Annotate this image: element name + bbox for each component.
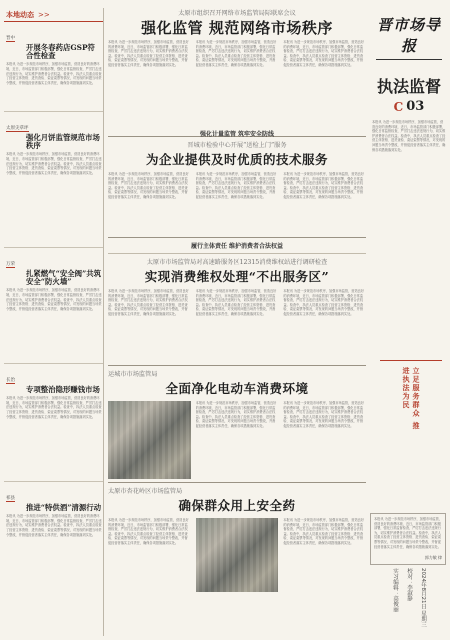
masthead-logo: 晋市场导报 [376, 16, 441, 55]
story-kicker: 太原市市场监管局对高速路服务区12315消费维权站进行调研检查 [146, 259, 328, 266]
story-headline: 全面净化电动车消费环境 [165, 381, 309, 396]
story-body: 本报讯 为进一步规范市场秩序，加强市场监管，营造良好的消费环境，近日，市场监管部门积极部署，强化日常监督检查，严厉打击违法违规行为，切实维护消费者合法权益。检查中，执法人员重点检查了经营主体资格、进货查验、索证索票等情况，对发现的问题当场责令整改，并督促经营者落实主体责任，确保各项措施落到实处。 [283, 172, 365, 199]
left-column [4, 8, 104, 636]
page-num: 03 [406, 99, 425, 114]
date-line: 2024年8月21日 星期三 [420, 568, 426, 628]
story-kicker: 太原市组织召开网络市场监管局际联席会议 [178, 10, 296, 17]
story-headline: 实现消费维权处理“不出服务区” [144, 269, 330, 284]
story-body: 本报讯 为进一步规范市场秩序，加强市场监管，营造良好的消费环境，近日，市场监管部门积极部署，强化日常监督检查，严厉打击违法违规行为，切实维护消费者合法权益。检查中，执法人员重点检查了经营主体资格、进货查验、索证索票等情况，对发现的问题当场责令整改，并督促经营者落实主体责任，确保各项措施落到实处。 [283, 40, 365, 67]
story-4 [108, 366, 366, 482]
story-body-columns [108, 401, 366, 479]
editor-info [376, 568, 442, 627]
story-body: 本报讯 为进一步规范市场秩序，加强市场监管，营造良好的消费环境，近日，市场监管部门积极部署，强化日常监督检查，严厉打击违法违规行为，切实维护消费者合法权益。检查中，执法人员重点检查了经营主体资格、进货查验、索证索票等情况，对发现的问题当场责令整改，并督促经营者落实主体责任，确保各项措施落到实处。 [6, 396, 102, 419]
story-body: 本报讯 为进一步规范市场秩序，加强市场监管，营造良好的消费环境，近日，市场监管部门积极部署，强化日常监督检查，严厉打击违法违规行为，切实维护消费者合法权益。检查中，执法人员重点检查了经营主体资格、进货查验、索证索票等情况，对发现的问题当场责令整改，并督促经营者落实主体责任，确保各项措施落到实处。 [108, 40, 189, 67]
story-body-mid [196, 40, 279, 126]
proofreader-line: 校对：李淑静 [406, 568, 412, 601]
left-story [4, 364, 103, 482]
story-2 [108, 137, 366, 237]
story-headline: 强化监管 规范网络市场秩序 [141, 19, 333, 37]
left-story [4, 22, 103, 112]
story-tag: 祁县 [6, 496, 15, 501]
story-headline: 专项整治隐形赚钱市场 [26, 385, 100, 394]
story-body: 本报讯 为进一步规范市场秩序，加强市场监管，营造良好的消费环境，近日，市场监管部门积极部署，强化日常监督检查，严厉打击违法违规行为，切实维护消费者合法权益。检查中，执法人员重点检查了经营主体资格、进货查验、索证索票等情况，对发现的问题当场责令整改，并督促经营者落实主体责任，确保各项措施落到实处。 [195, 401, 277, 428]
story-body: 本报讯 为进一步规范市场秩序，加强市场监管，营造良好的消费环境，近日，市场监管部门积极部署，强化日常监督检查，严厉打击违法违规行为，切实维护消费者合法权益。检查中，执法人员重点检查了经营主体资格、进货查验、索证索票等情况，对发现的问题当场责令整改，并督促经营者落实主体责任，确保各项措施落到实处。 [195, 289, 277, 316]
story-body: 本报讯 为进一步规范市场秩序，加强市场监管，营造良好的消费环境，近日，市场监管部门积极部署，强化日常监督检查，严厉打击违法违规行为，切实维护消费者合法权益。检查中，执法人员重点检查了经营主体资格、进货查验、索证索票等情况，对发现的问题当场责令整改，并督促经营者落实主体责任，确保各项措施落到实处。 [283, 289, 365, 316]
story-1 [108, 8, 366, 136]
story-body-columns [108, 172, 366, 234]
local-news-title: 本地动态 [6, 10, 34, 19]
story-headline: 扎紧燃气“安全阀”共筑安全“防火墙” [26, 269, 102, 287]
left-story [4, 482, 103, 612]
story-tag: 长治 [6, 378, 15, 383]
story-headline: 推进“特供酒”清源行动 [26, 503, 102, 512]
center-column [108, 8, 366, 636]
slogan-box [380, 360, 442, 437]
left-story [4, 248, 103, 364]
right-column [370, 8, 448, 636]
story-body-columns [108, 40, 366, 126]
story-body: 本报讯 为进一步规范市场秩序，加强市场监管，营造良好的消费环境，近日，市场监管部门积极部署，强化日常监督检查，严厉打击违法违规行为，切实维护消费者合法权益。检查中，执法人员重点检查了经营主体资格、进货查验、索证索票等情况，对发现的问题当场责令整改，并督促经营者落实主体责任，确保各项措施落到实处。 [108, 518, 189, 545]
story-body: 本报讯 为进一步规范市场秩序，加强市场监管，营造良好的消费环境，近日，市场监管部门积极部署，强化日常监督检查，严厉打击违法违规行为，切实维护消费者合法权益。检查中，执法人员重点检查了经营主体资格、进货查验、索证索票等情况，对发现的问题当场责令整改，并督促经营者落实主体责任，确保各项措施落到实处。 [108, 172, 189, 199]
story-tag: 太原尖草坪 [6, 126, 29, 131]
news-photo [108, 401, 191, 479]
story-body: 本报讯 为进一步规范市场秩序，加强市场监管，营造良好的消费环境，近日，市场监管部门积极部署，强化日常监督检查，严厉打击违法违规行为，切实维护消费者合法权益。检查中，执法人员重点检查了经营主体资格、进货查验、索证索票等情况，对发现的问题当场责令整改，并督促经营者落实主体责任，确保各项措施落到实处。 [6, 152, 102, 175]
story-kicker: 运城市市场监管局 [108, 371, 158, 378]
story-body: 本报讯 为进一步规范市场秩序，加强市场监管，营造良好的消费环境，近日，市场监管部门积极部署，强化日常监督检查，严厉打击违法违规行为，切实维护消费者合法权益。检查中，执法人员重点检查了经营主体资格、进货查验、索证索票等情况，对发现的问题当场责令整改，并督促经营者落实主体责任，确保各项措施落到实处。 [283, 518, 365, 545]
masthead [370, 14, 448, 70]
story-tag: 晋中 [6, 36, 15, 41]
story-kicker: 太原市杏花岭区市场监管局 [108, 488, 183, 495]
story-headline: 开展冬春药店GSP符合性检查 [26, 43, 95, 61]
story-headline: 为企业提供及时优质的技术服务 [145, 152, 328, 167]
story-body: 本报讯 为进一步规范市场秩序，加强市场监管，营造良好的消费环境，近日，市场监管部门积极部署，强化日常监督检查，严厉打击违法违规行为，切实维护消费者合法权益。检查中，执法人员重点检查了经营主体资格、进货查验、索证索票等情况，对发现的问题当场责令整改，并督促经营者落实主体责任，确保各项措施落到实处。 [6, 514, 102, 537]
page-number [370, 99, 448, 114]
section-divider-title: 强化计量监管 筑牢安全防线 [199, 131, 275, 138]
chevron-right-icon: >> [38, 10, 50, 19]
story-headline: 强化月饼监管规范市场秩序 [26, 133, 100, 151]
section-title: 执法监督 [376, 77, 441, 96]
story-headline: 确保群众用上安全药 [178, 498, 296, 513]
news-photo [196, 518, 279, 592]
notice-box [370, 513, 446, 565]
story-body: 本报讯 为进一步规范市场秩序，加强市场监管，营造良好的消费环境，近日，市场监管部门积极部署，强化日常监督检查，严厉打击违法违规行为，切实维护消费者合法权益。检查中，执法人员重点检查了经营主体资格、进货查验、索证索票等情况，对发现的问题当场责令整改，并督促经营者落实主体责任，确保各项措施落到实处。 [195, 172, 277, 199]
notice-signature: 郭力敏 律 [424, 555, 442, 560]
story-body-columns [108, 289, 366, 361]
story-tag: 万荣 [6, 262, 15, 267]
story-body: 本报讯 为进一步规范市场秩序，加强市场监管，营造良好的消费环境，近日，市场监管部门积极部署，强化日常监督检查，严厉打击违法违规行为，切实维护消费者合法权益。检查中，执法人员重点检查了经营主体资格、进货查验、索证索票等情况，对发现的问题当场责令整改，并督促经营者落实主体责任，确保各项措施落到实处。 [6, 288, 102, 311]
story-body: 本报讯 为进一步规范市场秩序，加强市场监管，营造良好的消费环境，近日，市场监管部门积极部署，强化日常监督检查，严厉打击违法违规行为，切实维护消费者合法权益。检查中，执法人员重点检查了经营主体资格、进货查验、索证索票等情况，对发现的问题当场责令整改，并督促经营者落实主体责任，确保各项措施落到实处。 [108, 289, 189, 316]
notice-body: 本报讯 为进一步规范市场秩序，加强市场监管，营造良好的消费环境，近日，市场监管部门积极部署，强化日常监督检查，严厉打击违法违规行为，切实维护消费者合法权益。检查中，执法人员重点检查了经营主体资格、进货查验、索证索票等情况，对发现的问题当场责令整改，并督促经营者落实主体责任，确保各项措施落到实处。 [374, 517, 442, 549]
story-body: 本报讯 为进一步规范市场秩序，加强市场监管，营造良好的消费环境，近日，市场监管部门积极部署，强化日常监督检查，严厉打击违法违规行为，切实维护消费者合法权益。检查中，执法人员重点检查了经营主体资格、进货查验、索证索票等情况，对发现的问题当场责令整改，并督促经营者落实主体责任，确保各项措施落到实处。 [195, 40, 277, 67]
page-letter: C [393, 99, 404, 114]
editor-line: 实习编辑：高俊丽 [392, 568, 398, 612]
left-story [4, 112, 103, 248]
story-body-columns [108, 518, 366, 592]
story-body: 本报讯 为进一步规范市场秩序，加强市场监管，营造良好的消费环境，近日，市场监管部门积极部署，强化日常监督检查，严厉打击违法违规行为，切实维护消费者合法权益。检查中，执法人员重点检查了经营主体资格、进货查验、索证索票等情况，对发现的问题当场责令整改，并督促经营者落实主体责任，确保各项措施落到实处。 [283, 401, 365, 428]
story-3 [108, 257, 366, 365]
story-body: 本报讯 为进一步规范市场秩序，加强市场监管，营造良好的消费环境，近日，市场监管部门积极部署，强化日常监督检查，严厉打击违法违规行为，切实维护消费者合法权益。检查中，执法人员重点检查了经营主体资格、进货查验、索证索票等情况，对发现的问题当场责令整改，并督促经营者落实主体责任，确保各项措施落到实处。 [372, 120, 446, 152]
slogan-text: 立足服务群众 推进执法为民 [402, 367, 421, 431]
banner-text: 履行主体责任 维护消费者合法权益 [190, 243, 284, 250]
story-body: 本报讯 为进一步规范市场秩序，加强市场监管，营造良好的消费环境，近日，市场监管部门积极部署，强化日常监督检查，严厉打击违法违规行为，切实维护消费者合法权益。检查中，执法人员重点检查了经营主体资格、进货查验、索证索票等情况，对发现的问题当场责令整改，并督促经营者落实主体责任，确保各项措施落到实处。 [6, 62, 102, 85]
local-news-header [4, 8, 103, 22]
story-kicker: 晋城市检验中心开展“送检上门”服务 [187, 142, 287, 149]
story-5 [108, 483, 366, 593]
